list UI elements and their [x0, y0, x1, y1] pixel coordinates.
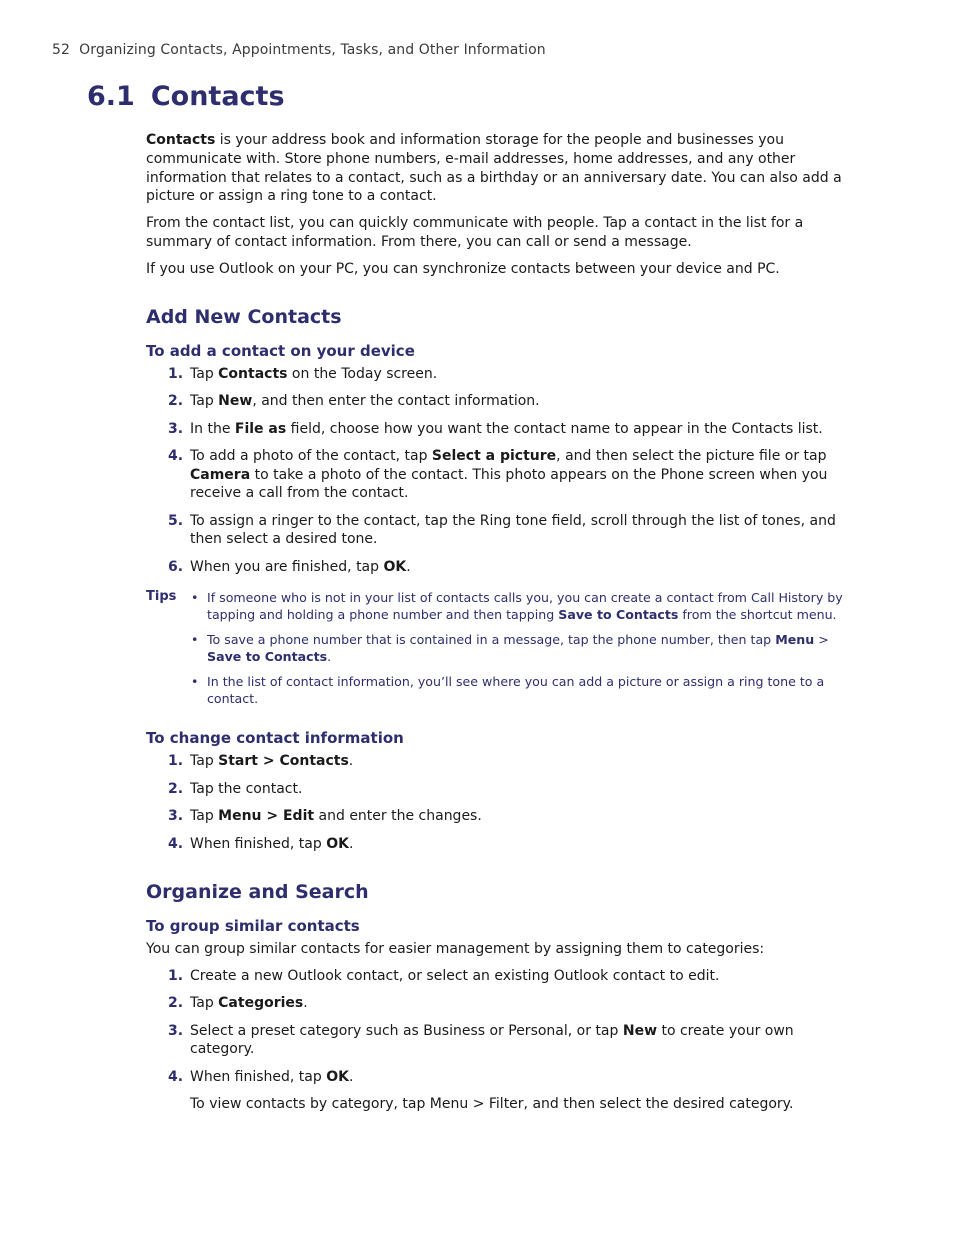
step-text: Select a preset category such as Business or Personal, or tap New to create your own category.: [190, 1022, 794, 1058]
step-number: 6.: [168, 558, 184, 575]
step-item: [146, 392, 860, 411]
step-number: 3.: [168, 808, 184, 825]
step-text: To add a photo of the contact, tap Select a picture, and then select the picture file or tap Camera to take a photo of the contact. This photo appears on the Phone screen when you receive a call from the contact.: [190, 448, 828, 502]
step-text: When finished, tap OK.: [190, 835, 354, 852]
tip-text: To save a phone number that is contained in a message, tap the phone number, then tap Menu > Save to Contacts.: [207, 632, 829, 665]
step-number: 1.: [168, 753, 184, 770]
step-text: In the File as field, choose how you want the contact name to appear in the Contacts list.: [190, 420, 823, 437]
step-text: To assign a ringer to the contact, tap the Ring tone field, scroll through the list of tones, and then select a desired tone.: [190, 512, 836, 548]
page-number: 52: [52, 42, 71, 58]
chapter-title: [87, 81, 285, 112]
step-text: Tap Categories.: [190, 995, 308, 1012]
intro-paragraph-1: [146, 131, 860, 206]
category-view-note: To view contacts by category, tap Menu > Filter, and then select the desired category.: [190, 1096, 794, 1113]
step-item: [146, 512, 860, 549]
chapter-number: 6.1: [87, 81, 135, 112]
step-number: 2.: [168, 393, 184, 410]
running-title: Organizing Contacts, Appointments, Tasks, and Other Information: [79, 42, 546, 58]
step-number: 4.: [168, 448, 184, 465]
step-item: [146, 558, 860, 577]
tip-item: [190, 673, 860, 707]
organize-intro: You can group similar contacts for easier management by assigning them to categories:: [146, 941, 765, 958]
section-heading-add-new-contacts: Add New Contacts: [146, 305, 342, 328]
intro-paragraph-3: If you use Outlook on your PC, you can synchronize contacts between your device and PC.: [146, 260, 780, 277]
step-text: Tap Contacts on the Today screen.: [190, 365, 438, 382]
step-text: Create a new Outlook contact, or select an existing Outlook contact to edit.: [190, 967, 720, 984]
intro-paragraph-2: From the contact list, you can quickly communicate with people. Tap a contact in the list for a summary of contact information. From there, you can call or send a message.: [146, 215, 804, 250]
add-contact-steps: [146, 365, 860, 577]
step-number: 2.: [168, 995, 184, 1012]
step-item: [146, 1068, 860, 1087]
chapter-title-text: Contacts: [150, 81, 285, 112]
intro-bold: Contacts: [146, 132, 216, 148]
step-item: [146, 1022, 860, 1059]
bullet-icon: •: [191, 590, 199, 606]
tips-label: Tips: [146, 589, 177, 605]
step-item: [146, 365, 860, 384]
page-content: [146, 131, 860, 1114]
change-info-steps: [146, 752, 860, 853]
tip-text: If someone who is not in your list of contacts calls you, you can create a contact from Call History by tapping and holding a phone number and then tapping Save to Contacts from the shortcut menu.: [207, 590, 843, 623]
step-number: 4.: [168, 1068, 184, 1085]
step-text: When you are finished, tap OK.: [190, 558, 411, 575]
step-number: 1.: [168, 967, 184, 984]
step-item: [146, 780, 860, 799]
procedure-title-group-contacts: To group similar contacts: [146, 917, 360, 936]
step-item: [146, 752, 860, 771]
step-item: [146, 807, 860, 826]
step-item: [146, 420, 860, 439]
step-item: [146, 967, 860, 986]
tip-item: [190, 589, 860, 623]
step-text: Tap the contact.: [190, 780, 303, 797]
procedure-title-change-info: To change contact information: [146, 729, 404, 748]
step-item: [146, 447, 860, 503]
step-item: [146, 994, 860, 1013]
tips-list: [190, 589, 860, 715]
step-number: 3.: [168, 1022, 184, 1039]
intro-text: is your address book and information storage for the people and businesses you communicate with. Store phone numbers, e-mail addresses, home addresses, and any other information that relates to a contact, such as a birthday or an anniversary date. You can also add a picture or assign a ring tone to a contact.: [146, 132, 842, 205]
step-text: Tap Start > Contacts.: [190, 753, 354, 770]
step-number: 4.: [168, 835, 184, 852]
group-contacts-steps: [146, 967, 860, 1087]
step-number: 5.: [168, 512, 184, 529]
bullet-icon: •: [191, 632, 199, 648]
tip-item: [190, 631, 860, 665]
step-number: 2.: [168, 780, 184, 797]
step-text: Tap New, and then enter the contact information.: [190, 393, 540, 410]
step-text: When finished, tap OK.: [190, 1068, 354, 1085]
tips-block: [146, 589, 860, 715]
section-heading-organize-search: Organize and Search: [146, 881, 369, 904]
step-text: Tap Menu > Edit and enter the changes.: [190, 808, 482, 825]
procedure-title-add-contact: To add a contact on your device: [146, 341, 415, 360]
running-header: [52, 42, 546, 58]
step-item: [146, 835, 860, 854]
tip-text: In the list of contact information, you’ll see where you can add a picture or assign a ring tone to a contact.: [207, 674, 825, 707]
step-number: 3.: [168, 420, 184, 437]
bullet-icon: •: [191, 674, 199, 690]
step-number: 1.: [168, 365, 184, 382]
